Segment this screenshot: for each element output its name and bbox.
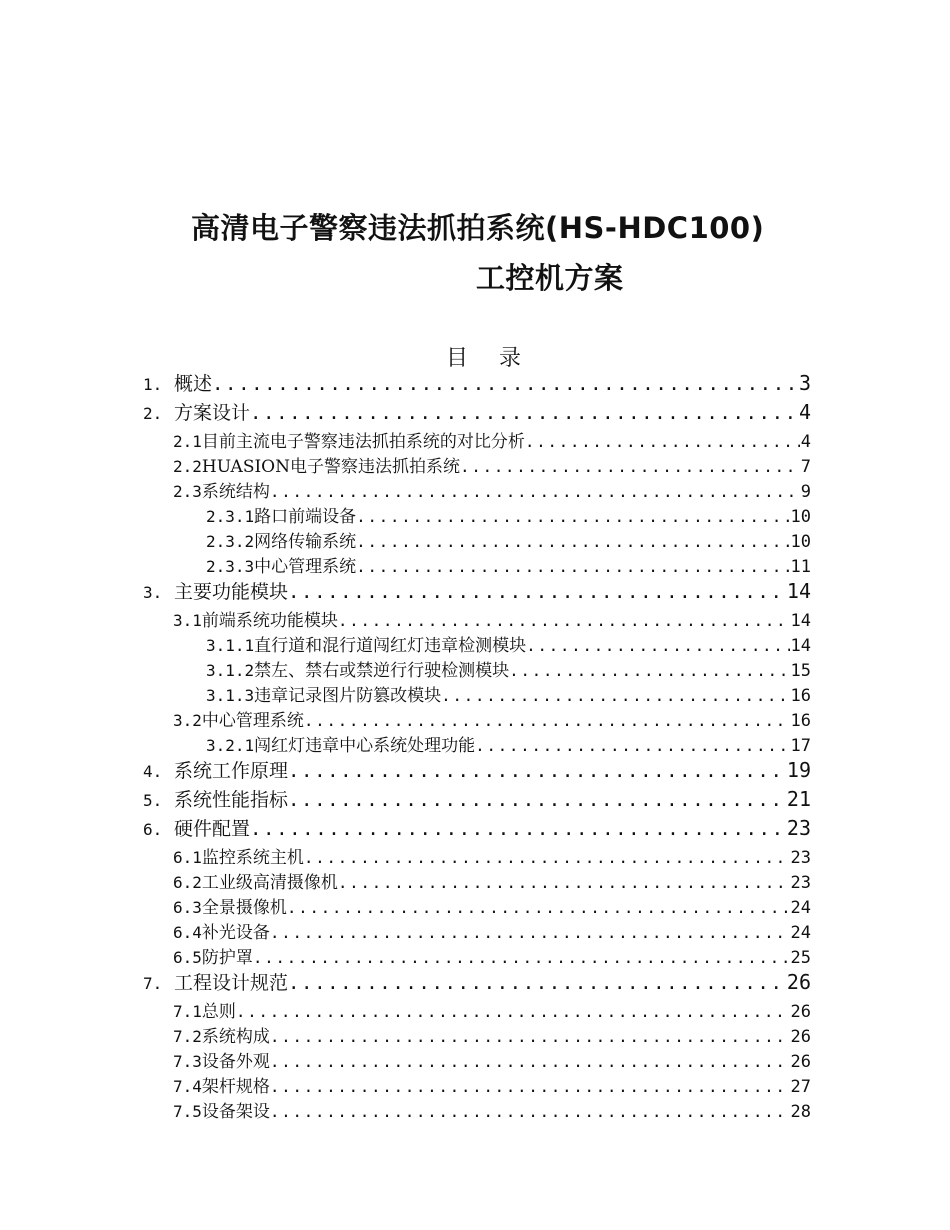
toc-entry[interactable] xyxy=(143,369,811,395)
toc-entry[interactable] xyxy=(173,893,811,918)
toc-entry-label: 概述 xyxy=(174,373,213,395)
toc-leader-dots xyxy=(212,373,798,395)
toc-entry-page-number: 10 xyxy=(790,507,811,527)
toc-leader-dots xyxy=(338,611,790,630)
toc-entry[interactable] xyxy=(173,706,811,731)
toc-leader-dots xyxy=(441,686,789,705)
toc-entry-page-number: 25 xyxy=(790,948,811,968)
toc-entry-label: 路口前端设备 xyxy=(254,507,357,527)
toc-entry-label: 目前主流电子警察违法抓拍系统的对比分析 xyxy=(201,432,525,452)
toc-entry-label: 全景摄像机 xyxy=(201,898,287,918)
toc-leader-dots xyxy=(270,1102,790,1121)
toc-leader-dots xyxy=(287,898,790,917)
toc-entry-label: 防护罩 xyxy=(201,948,253,968)
toc-heading: 目 录 xyxy=(446,346,533,371)
toc-entry[interactable] xyxy=(206,527,811,552)
toc-entry-page-number: 23 xyxy=(790,848,811,868)
toc-entry-label: 中心管理系统 xyxy=(254,557,357,577)
toc-entry-label: 中心管理系统 xyxy=(201,711,304,731)
toc-entry-number: 6.1 xyxy=(173,848,202,867)
toc-entry-number: 2.3.2 xyxy=(206,532,255,551)
toc-entry-number: 3.2 xyxy=(173,711,202,730)
document-subtitle: 工控机方案 xyxy=(476,261,624,295)
toc-entry[interactable] xyxy=(206,552,811,577)
toc-entry[interactable] xyxy=(143,756,811,782)
document-title: 高清电子警察违法抓拍系统(HS-HDC100) xyxy=(191,211,765,245)
toc-entry-page-number: 4 xyxy=(800,432,811,452)
toc-entry-number: 6.2 xyxy=(173,873,202,892)
toc-entry[interactable] xyxy=(173,868,811,893)
toc-entry[interactable] xyxy=(173,1047,811,1072)
toc-entry-label: 主要功能模块 xyxy=(174,581,289,603)
toc-entry[interactable] xyxy=(173,452,811,477)
toc-entry[interactable] xyxy=(143,968,811,994)
toc-entry-label: 系统结构 xyxy=(201,482,270,502)
toc-leader-dots xyxy=(304,711,790,730)
toc-entry-page-number: 23 xyxy=(790,873,811,893)
toc-entry-page-number: 21 xyxy=(786,787,811,811)
toc-entry-number: 2.1 xyxy=(173,432,202,451)
toc-entry-number: 3.1.3 xyxy=(206,686,255,705)
toc-leader-dots xyxy=(525,432,800,451)
toc-entry[interactable] xyxy=(206,631,811,656)
toc-entry-number: 3.1.2 xyxy=(206,661,255,680)
toc-entry-label: HUASION电子警察违法抓拍系统 xyxy=(201,457,460,477)
toc-leader-dots xyxy=(270,1027,790,1046)
toc-entry-number: 1. xyxy=(143,375,163,394)
toc-entry-label: 网络传输系统 xyxy=(254,532,357,552)
toc-entry[interactable] xyxy=(173,1022,811,1047)
toc-entry[interactable] xyxy=(143,814,811,840)
toc-entry-label: 直行道和混行道闯红灯违章检测模块 xyxy=(254,636,527,656)
toc-entry-label: 方案设计 xyxy=(174,402,251,424)
toc-entry-page-number: 27 xyxy=(790,1077,811,1097)
toc-entry-page-number: 17 xyxy=(790,736,811,756)
toc-entry-page-number: 26 xyxy=(790,1027,811,1047)
toc-entry[interactable] xyxy=(143,577,811,603)
toc-entry-number: 5. xyxy=(143,791,163,810)
toc-leader-dots xyxy=(460,457,800,476)
toc-entry-label: 禁左、禁右或禁逆行行驶检测模块 xyxy=(254,661,510,681)
toc-entry[interactable] xyxy=(173,843,811,868)
toc-entry-label: 违章记录图片防篡改模块 xyxy=(254,686,442,706)
toc-entry-page-number: 16 xyxy=(790,686,811,706)
toc-entry-page-number: 4 xyxy=(798,400,811,424)
toc-entry-page-number: 24 xyxy=(790,923,811,943)
toc-entry-number: 3.1 xyxy=(173,611,202,630)
toc-entry[interactable] xyxy=(143,398,811,424)
toc-entry[interactable] xyxy=(173,606,811,631)
toc-leader-dots xyxy=(270,1052,790,1071)
toc-entry-page-number: 19 xyxy=(786,758,811,782)
toc-entry[interactable] xyxy=(143,785,811,811)
toc-entry-number: 3.2.1 xyxy=(206,736,255,755)
toc-entry-number: 2.3.1 xyxy=(206,507,255,526)
toc-entry-page-number: 26 xyxy=(790,1002,811,1022)
toc-entry-number: 7.4 xyxy=(173,1077,202,1096)
toc-entry-number: 7.3 xyxy=(173,1052,202,1071)
toc-entry-page-number: 16 xyxy=(790,711,811,731)
toc-entry-page-number: 14 xyxy=(786,579,811,603)
toc-entry[interactable] xyxy=(173,1097,811,1122)
toc-entry-label: 系统性能指标 xyxy=(174,789,289,811)
toc-entry[interactable] xyxy=(173,427,811,452)
toc-entry-number: 6. xyxy=(143,820,163,839)
toc-leader-dots xyxy=(288,972,786,994)
toc-entry-label: 系统构成 xyxy=(201,1027,270,1047)
toc-entry-page-number: 9 xyxy=(800,482,811,502)
toc-entry-number: 2.3.3 xyxy=(206,557,255,576)
toc-entry-label: 工业级高清摄像机 xyxy=(201,873,338,893)
toc-entry-page-number: 24 xyxy=(790,898,811,918)
toc-entry-label: 监控系统主机 xyxy=(201,848,304,868)
toc-entry-page-number: 15 xyxy=(790,661,811,681)
toc-entry-page-number: 26 xyxy=(786,970,811,994)
toc-leader-dots xyxy=(270,482,800,501)
toc-leader-dots xyxy=(250,818,786,840)
toc-entry-number: 7. xyxy=(143,974,163,993)
toc-entry-page-number: 26 xyxy=(790,1052,811,1072)
toc-entry[interactable] xyxy=(173,477,811,502)
toc-entry-page-number: 7 xyxy=(800,457,811,477)
toc-entry[interactable] xyxy=(173,997,811,1022)
toc-entry[interactable] xyxy=(173,1072,811,1097)
toc-entry-label: 架杆规格 xyxy=(201,1077,270,1097)
toc-entry-page-number: 11 xyxy=(790,557,811,577)
toc-entry-number: 6.5 xyxy=(173,948,202,967)
toc-leader-dots xyxy=(356,557,789,576)
toc-entry[interactable] xyxy=(173,918,811,943)
toc-leader-dots xyxy=(338,873,790,892)
toc-entry-number: 7.5 xyxy=(173,1102,202,1121)
toc-entry-label: 闯红灯违章中心系统处理功能 xyxy=(254,736,476,756)
toc-leader-dots xyxy=(288,760,786,782)
toc-entry-label: 工程设计规范 xyxy=(174,972,289,994)
toc-leader-dots xyxy=(356,507,789,526)
toc-entry-number: 7.2 xyxy=(173,1027,202,1046)
toc-entry-page-number: 14 xyxy=(790,636,811,656)
toc-entry-number: 4. xyxy=(143,762,163,781)
toc-leader-dots xyxy=(288,789,786,811)
toc-entry[interactable] xyxy=(173,943,811,968)
toc-entry-label: 设备架设 xyxy=(201,1102,270,1122)
toc-entry-number: 6.4 xyxy=(173,923,202,942)
toc-entry-page-number: 23 xyxy=(786,816,811,840)
toc-entry[interactable] xyxy=(206,681,811,706)
toc-entry-number: 2.3 xyxy=(173,482,202,501)
toc-leader-dots xyxy=(288,581,786,603)
toc-leader-dots xyxy=(356,532,789,551)
toc-leader-dots xyxy=(253,948,790,967)
toc-entry-label: 总则 xyxy=(201,1002,236,1022)
toc-entry-page-number: 28 xyxy=(790,1102,811,1122)
toc-entry[interactable] xyxy=(206,502,811,527)
toc-entry[interactable] xyxy=(206,656,811,681)
toc-leader-dots xyxy=(475,736,789,755)
toc-leader-dots xyxy=(270,1077,790,1096)
toc-entry-page-number: 14 xyxy=(790,611,811,631)
toc-entry-label: 硬件配置 xyxy=(174,818,251,840)
toc-entry-number: 7.1 xyxy=(173,1002,202,1021)
toc-entry-number: 3.1.1 xyxy=(206,636,255,655)
toc-leader-dots xyxy=(270,923,790,942)
toc-entry-number: 2.2 xyxy=(173,457,202,476)
toc-leader-dots xyxy=(236,1002,790,1021)
toc-entry-number: 3. xyxy=(143,583,163,602)
toc-entry[interactable] xyxy=(206,731,811,756)
toc-entry-label: 系统工作原理 xyxy=(174,760,289,782)
toc-leader-dots xyxy=(509,661,789,680)
toc-entry-label: 设备外观 xyxy=(201,1052,270,1072)
toc-leader-dots xyxy=(250,402,798,424)
toc-entry-label: 补光设备 xyxy=(201,923,270,943)
toc-entry-label: 前端系统功能模块 xyxy=(201,611,338,631)
toc-entry-page-number: 10 xyxy=(790,532,811,552)
toc-leader-dots xyxy=(526,636,789,655)
toc-entry-number: 2. xyxy=(143,404,163,423)
toc-entry-page-number: 3 xyxy=(798,371,811,395)
toc-leader-dots xyxy=(304,848,790,867)
toc-entry-number: 6.3 xyxy=(173,898,202,917)
